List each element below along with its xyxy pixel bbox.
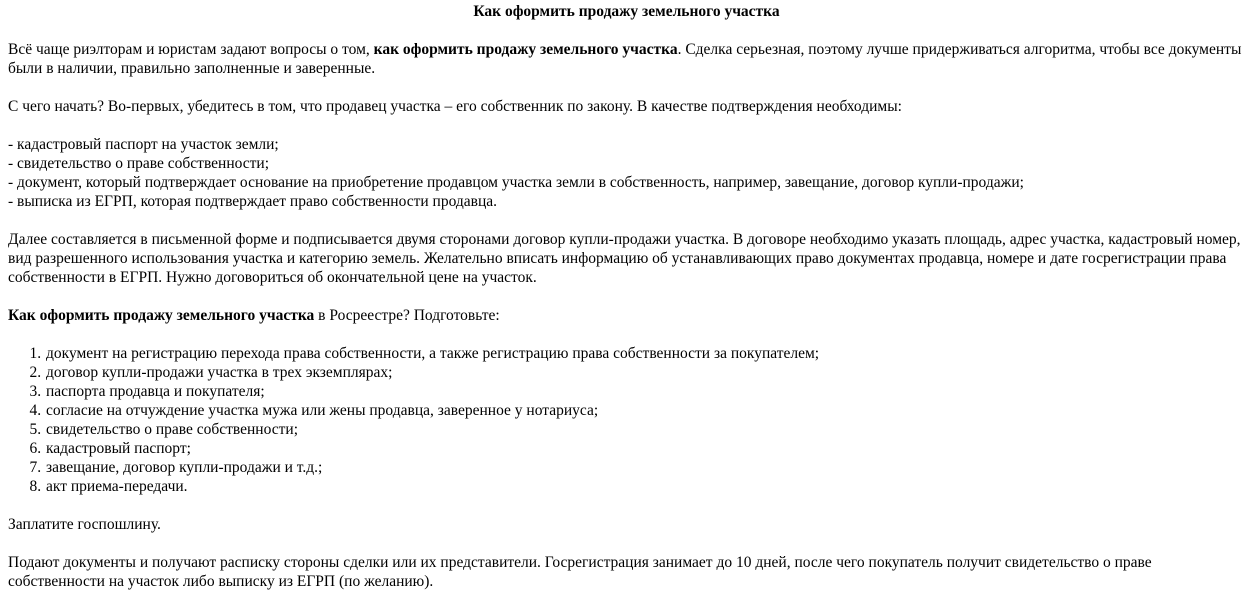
required-documents-list xyxy=(8,135,1245,211)
page-title: Как оформить продажу земельного участка xyxy=(473,3,780,20)
list-item: - кадастровый паспорт на участок земли; xyxy=(8,136,279,153)
list-item: 4. согласие на отчуждение участка мужа или жены продавца, заверенное у нотариуса; xyxy=(45,401,1245,420)
list-item: 3. паспорта продавца и покупателя; xyxy=(45,382,1245,401)
list-item: 2. договор купли-продажи участка в трех экземплярах; xyxy=(45,363,1245,382)
start-paragraph: С чего начать? Во-первых, убедитесь в том, что продавец участка – его собственник по закону. В качестве подтверждения необходимы: xyxy=(8,98,902,115)
list-item: 5. свидетельство о праве собственности; xyxy=(45,420,1245,439)
rosreestr-text-after: в Росреестре? Подготовьте: xyxy=(314,307,500,324)
registration-documents-list xyxy=(8,344,1245,496)
list-item: 8. акт приема-передачи. xyxy=(45,477,1245,496)
list-item: 7. завещание, договор купли-продажи и т.д.; xyxy=(45,458,1245,477)
intro-text-after: . Сделка серьезная, поэтому лучше придерживаться алгоритма, чтобы все документы были в наличии, правильно заполненные и заверенные. xyxy=(8,41,1242,77)
list-item: - свидетельство о праве собственности; xyxy=(8,155,270,172)
contract-paragraph: Далее составляется в письменной форме и подписывается двумя сторонами договор купли-продажи участка. В договоре необходимо указать площадь, адрес участка, кадастровый номер, вид разрешенного использования участка и категорию земель. Желательно вписать информацию об устанавливающих право документах продавца, номере и дате госрегистрации права собственности в ЕГРП. Нужно договориться об окончательной цене на участок. xyxy=(8,231,1241,286)
final-paragraph: Подают документы и получают расписку стороны сделки или их представители. Госрегистрация занимает до 10 дней, после чего покупатель получит свидетельство о праве собственности на участок либо выписку из ЕГРП (по желанию). xyxy=(8,554,1152,590)
fee-paragraph: Заплатите госпошлину. xyxy=(8,516,161,533)
article xyxy=(0,2,1253,591)
intro-text-before: Всё чаще риэлторам и юристам задают вопросы о том, xyxy=(8,41,374,58)
intro-bold-phrase: как оформить продажу земельного участка xyxy=(373,41,678,58)
list-item: - документ, который подтверждает основание на приобретение продавцом участка земли в собственность, например, завещание, договор купли-продажи; xyxy=(8,174,1024,191)
rosreestr-bold-phrase: Как оформить продажу земельного участка xyxy=(8,307,315,324)
intro-paragraph xyxy=(8,40,1245,78)
list-item: - выписка из ЕГРП, которая подтверждает право собственности продавца. xyxy=(8,193,498,210)
list-item: 6. кадастровый паспорт; xyxy=(45,439,1245,458)
list-item: 1. документ на регистрацию перехода права собственности, а также регистрацию права собственности за покупателем; xyxy=(45,344,1245,363)
rosreestr-paragraph xyxy=(8,306,1245,325)
